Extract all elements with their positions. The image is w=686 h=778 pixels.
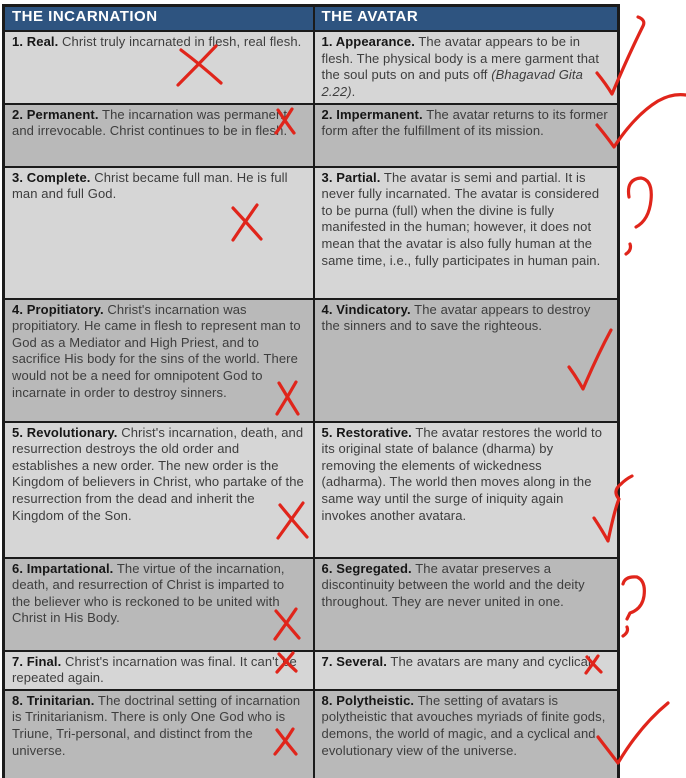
cell-incarnation-6: [4, 558, 314, 651]
cell-citation: (Bhagavad Gita 2.22): [321, 67, 583, 99]
table-header-row: [4, 6, 619, 32]
cell-incarnation-8: [4, 690, 314, 778]
column-header-incarnation: [4, 6, 314, 32]
cell-text: The avatar is semi and partial. It is never fully incarnated. The avatar is considered to be purna (full) when the divine is fully manifested in the human; however, it does not mean that the avatar is also fully human at the same time, i.e., fully participates in human pain.: [321, 169, 601, 268]
cell-avatar-6: [314, 558, 619, 651]
cell-term: 3. Partial.: [321, 169, 381, 185]
cell-term: 8. Trinitarian.: [12, 692, 95, 708]
cell-term: 7. Several.: [321, 653, 387, 669]
cell-term: 1. Appearance.: [321, 34, 415, 49]
header-label: THE INCARNATION: [12, 8, 158, 25]
cell-text: The avatar preserves a discontinuity between the world and the deity throughout. They are never united in one.: [321, 560, 585, 609]
header-label: THE AVATAR: [321, 8, 419, 25]
table-row: [4, 422, 619, 558]
cell-text: The avatar appears to be in flesh. The physical body is a mere garment that the soul puts on and puts off: [321, 34, 600, 83]
cell-text: Christ truly incarnated in flesh, real flesh.: [62, 34, 302, 49]
cell-term: 4. Propitiatory.: [12, 301, 104, 317]
cell-incarnation-7: [4, 651, 314, 690]
cell-text-suffix: .: [351, 83, 356, 99]
cell-text: Christ's incarnation was final. It can't be repeated again.: [12, 653, 297, 686]
cell-incarnation-3: [4, 167, 314, 299]
cell-incarnation-2: [4, 104, 314, 167]
table-row: [4, 167, 619, 299]
cell-text: The setting of avatars is polytheistic that avouches myriads of finite gods, demons, the world of magic, and a cyclical and evolutionary view of the universe.: [321, 692, 606, 758]
cell-term: 5. Revolutionary.: [12, 424, 118, 440]
cell-incarnation-4: [4, 299, 314, 422]
cell-term: 2. Impermanent.: [321, 106, 423, 122]
cell-text: The doctrinal setting of incarnation is Trinitarianism. There is only One God who is Triune, Tri-personal, and distinct from the universe.: [12, 692, 301, 758]
table-row: [4, 104, 619, 167]
cell-term: 1. Real.: [12, 34, 59, 49]
cell-term: 3. Complete.: [12, 169, 91, 185]
table-row: [4, 299, 619, 422]
cell-term: 7. Final.: [12, 653, 62, 669]
cell-avatar-3: [314, 167, 619, 299]
cell-text: The avatars are many and cyclical.: [390, 653, 595, 669]
question-mark-row6-avatar: [623, 577, 644, 636]
cell-term: 6. Impartational.: [12, 560, 114, 576]
cell-avatar-5: [314, 422, 619, 558]
cell-text: Christ's incarnation, death, and resurrection destroys the old order and establishes a new order. The new order is the Kingdom of believers in Christ, who partake of the resurrection from the dead and inherit the Kingdom of the Son.: [12, 424, 304, 523]
table-row: [4, 31, 619, 104]
question-mark-row3-avatar: [626, 178, 651, 254]
cell-term: 2. Permanent.: [12, 106, 99, 122]
cell-avatar-2: [314, 104, 619, 167]
table-row: [4, 690, 619, 778]
cell-text: The incarnation was permanent and irrevocable. Christ continues to be in flesh.: [12, 106, 288, 139]
cell-text: The avatar restores the world to its original state of balance (dharma) by removing the elements of wickedness (adharma). The world then moves along in the same way until the surge of iniquity again invokes another avatara.: [321, 424, 603, 523]
cell-text: The avatar appears to destroy the sinners and to save the righteous.: [321, 301, 591, 334]
table-row: [4, 651, 619, 690]
cell-term: 4. Vindicatory.: [321, 301, 411, 317]
cell-text: Christ's incarnation was propitiatory. He came in flesh to represent man to God as a Mediator and High Priest, and to sacrifice His body for the sins of the world. There would not be a need for omnipotent God to incarnate in order to destroy sinners.: [12, 301, 301, 400]
cell-avatar-4: [314, 299, 619, 422]
cell-text: The avatar returns to its former form after the fulfillment of its mission.: [321, 106, 608, 139]
incarnation-vs-avatar-table: [2, 4, 620, 778]
cell-avatar-8: [314, 690, 619, 778]
cell-incarnation-1: [4, 31, 314, 104]
cell-avatar-7: [314, 651, 619, 690]
cell-term: 6. Segregated.: [321, 560, 412, 576]
column-header-avatar: [314, 6, 619, 32]
cell-incarnation-5: [4, 422, 314, 558]
table-row: [4, 558, 619, 651]
cell-term: 8. Polytheistic.: [321, 692, 415, 708]
cell-text: Christ became full man. He is full man and full God.: [12, 169, 288, 202]
cell-text: The virtue of the incarnation, death, and resurrection of Christ is imparted to the believer who is reckoned to be united with Christ in His Body.: [12, 560, 285, 626]
cell-avatar-1: [314, 31, 619, 104]
cell-term: 5. Restorative.: [321, 424, 412, 440]
